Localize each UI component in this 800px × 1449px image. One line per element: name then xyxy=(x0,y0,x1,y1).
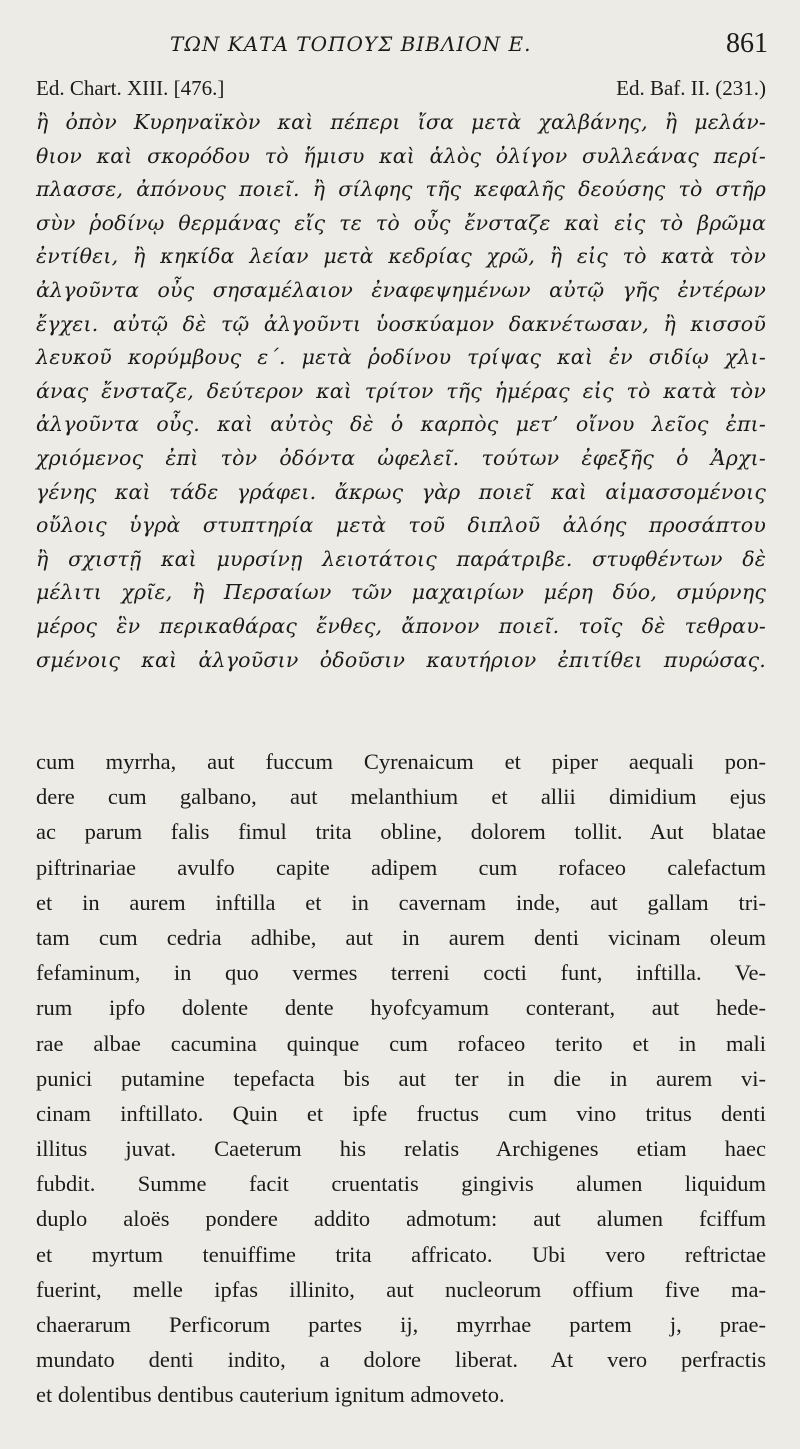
edition-reference-basel: Ed. Baf. II. (231.) xyxy=(616,76,766,100)
latin-text-line: cinam inftillato. Quin et ipfe fructus cum vino tritus denti xyxy=(36,1100,766,1126)
latin-text-line: fefaminum, in quo vermes terreni cocti funt, inftilla. Ve- xyxy=(36,960,766,986)
latin-text-line: tam cum cedria adhibe, aut in aurem denti vicinam oleum xyxy=(36,924,766,950)
greek-text-line: λευκοῦ κορύμβους ε΄. μετὰ ῥοδίνου τρίψας καὶ ἐν σιδίῳ χλι- xyxy=(36,345,766,370)
latin-text-line: fuerint, melle ipfas illinito, aut nucleorum offium five ma- xyxy=(36,1276,766,1302)
greek-text-line: μέλιτι χρῖε, ἢ Περσαίων τῶν μαχαιρίων μέρη δύο, σμύρνης xyxy=(36,580,766,605)
greek-text-line: μέρος ἓν περικαθάρας ἔνθες, ἄπονον ποιεῖ. τοῖς δὲ τεθραυ- xyxy=(36,613,766,638)
greek-text-line: πλασσε, ἀπόνους ποιεῖ. ἢ σίλφης τῆς κεφαλῆς δεούσης τὸ στῆρ xyxy=(36,177,766,202)
greek-text-line: χριόμενος ἐπὶ τὸν ὀδόντα ὠφελεῖ. τούτων ἐφεξῆς ὁ Ἀρχι- xyxy=(36,445,766,470)
page-number: 861 xyxy=(726,28,768,59)
latin-text-line: mundato denti indito, a dolore liberat. At vero perfractis xyxy=(36,1347,766,1373)
edition-reference-line xyxy=(36,76,766,104)
latin-text-line: piftrinariae avulfo capite adipem cum rofaceo calefactum xyxy=(36,854,766,880)
latin-text-line: et dolentibus dentibus cauterium ignitum admoveto. xyxy=(36,1382,505,1408)
greek-text-line: ἀλγοῦντα οὖς σησαμέλαιον ἐναφεψημένων αὐτῷ γῆς ἐντέρων xyxy=(36,277,766,302)
latin-text-line: duplo aloës pondere addito admotum: aut alumen fciffum xyxy=(36,1206,766,1232)
latin-text-line: illitus juvat. Caeterum his relatis Archigenes etiam haec xyxy=(36,1136,766,1162)
latin-text-line: cum myrrha, aut fuccum Cyrenaicum et piper aequali pon- xyxy=(36,749,766,774)
greek-text-line: οὔλοις ὑγρὰ στυπτηρία μετὰ τοῦ διπλοῦ ἀλόης προσάπτου xyxy=(36,513,766,538)
latin-text-line: rum ipfo dolente dente hyofcyamum conterant, aut hede- xyxy=(36,995,766,1021)
latin-text-line: et myrtum tenuiffime trita affricato. Ubi vero reftrictae xyxy=(36,1241,766,1267)
latin-text-line: punici putamine tepefacta bis aut ter in die in aurem vi- xyxy=(36,1065,766,1091)
greek-text-line: ἐντίθει, ἢ κηκίδα λείαν μετὰ κεδρίας χρῶ, ἢ εἰς τὸ κατὰ τὸν xyxy=(36,244,766,269)
greek-text-line: σὺν ῥοδίνῳ θερμάνας εἴς τε τὸ οὖς ἔνσταζε καὶ εἰς τὸ βρῶμα xyxy=(36,210,766,235)
latin-text-line: dere cum galbano, aut melanthium et allii dimidium ejus xyxy=(36,784,766,810)
greek-text-line: άνας ἔνσταζε, δεύτερον καὶ τρίτον τῆς ἡμέρας εἰς τὸ κατὰ τὸν xyxy=(36,378,766,403)
greek-text-line: ἢ ὀπὸν Κυρηναϊκὸν καὶ πέπερι ἴσα μετὰ χαλβάνης, ἢ μελάν- xyxy=(36,110,766,134)
greek-text-line: γένης καὶ τάδε γράφει. ἄκρως γὰρ ποιεῖ καὶ αἱμασσομένοις xyxy=(36,479,766,504)
edition-reference-chartier: Ed. Chart. XIII. [476.] xyxy=(36,76,225,100)
greek-text-line: ἔγχει. αὐτῷ δὲ τῷ ἀλγοῦντι ὑοσκύαμον δακνέτωσαν, ἢ κισσοῦ xyxy=(36,311,766,336)
greek-text-line: σμένοις καὶ ἀλγοῦσιν ὀδοῦσιν καυτήριον ἐπιτίθει πυρώσας. xyxy=(36,647,766,672)
latin-text-line: rae albae cacumina quinque cum rofaceo terito et in mali xyxy=(36,1030,766,1056)
greek-text-block xyxy=(36,106,766,677)
latin-text-line: ac parum falis fimul trita obline, dolorem tollit. Aut blatae xyxy=(36,819,766,845)
greek-text-line: θιον καὶ σκορόδου τὸ ἥμισυ καὶ ἁλὸς ὀλίγον συλλεάνας περί- xyxy=(36,143,766,168)
latin-text-line: et in aurem inftilla et in cavernam inde, aut gallam tri- xyxy=(36,889,766,915)
latin-text-line: fubdit. Summe facit cruentatis gingivis alumen liquidum xyxy=(36,1171,766,1197)
running-head xyxy=(0,28,800,64)
greek-text-line: ἢ σχιστῇ καὶ μυρσίνῃ λειοτάτοις παράτριβε. στυφθέντων δὲ xyxy=(36,546,766,571)
latin-text-line: chaerarum Perficorum partes ij, myrrhae partem j, prae- xyxy=(36,1312,766,1337)
latin-text-block xyxy=(36,744,766,1413)
running-title: ΤΩΝ ΚΑΤΑ ΤΟΠΟΥΣ ΒΙΒΛΙΟΝ Ε. xyxy=(170,32,532,56)
greek-text-line: ἀλγοῦντα οὖς. καὶ αὐτὸς δὲ ὁ καρπὸς μετ’ οἴνου λεῖος ἐπι- xyxy=(36,412,766,437)
